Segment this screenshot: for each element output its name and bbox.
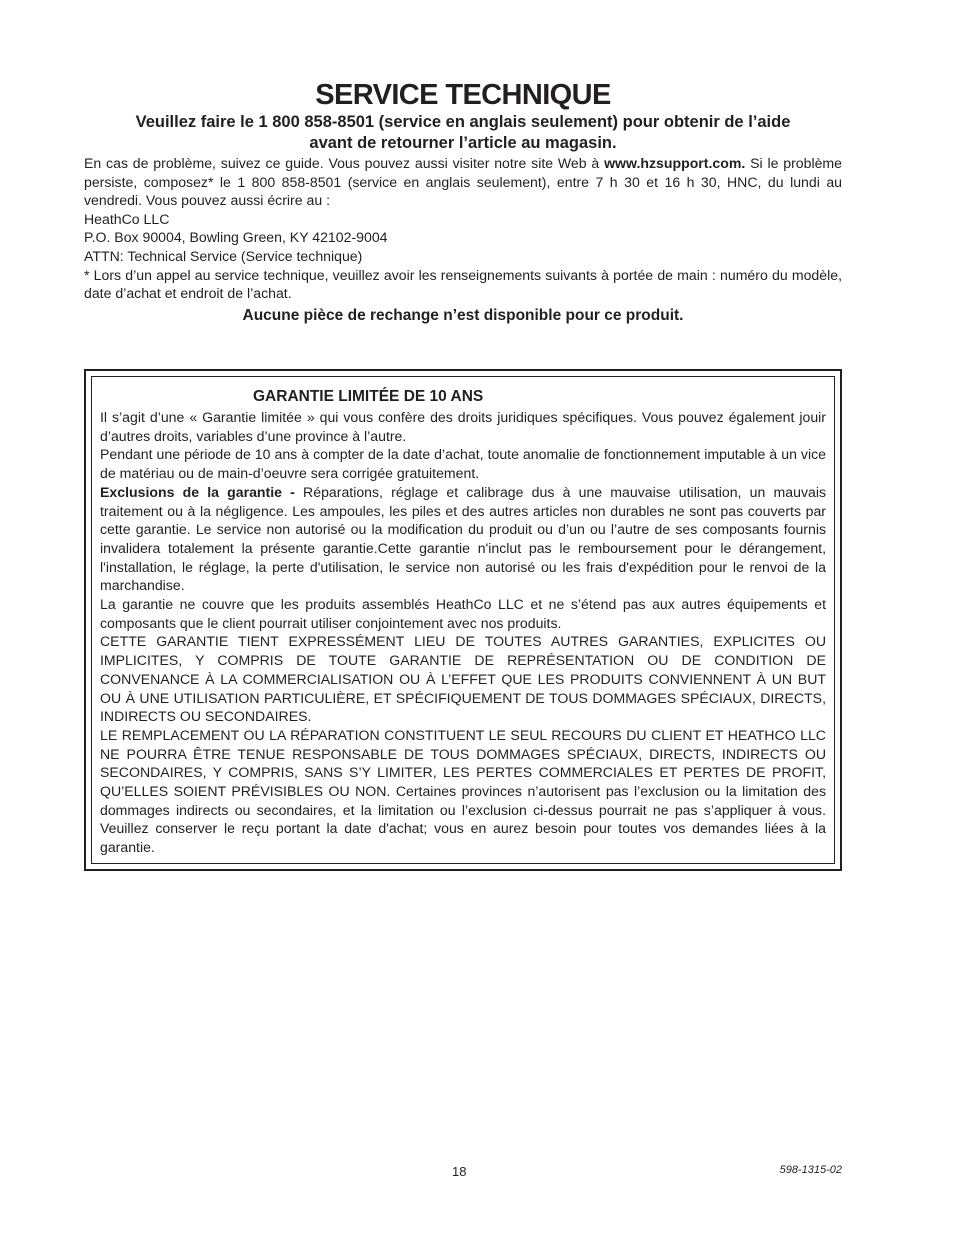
exclusions-text: Réparations, réglage et calibrage dus à une mauvaise utilisation, un mauvais traitement ou à la négligence. Les ampoules, les piles et des autres articles non durables ne sont pas couverts par cette garantie. Le service non autorisé ou la modification du produit ou d’un ou l’autre de ses composants fournis invalidera totalement la présente garantie.Cette garantie n'inclut pas le remboursement pour le dérangement, l'installation, le réglage, la perte d'utilisation, le service non autorisé ou les frais d'expédition pour le renvoi de la marchandise. bbox=[100, 483, 827, 594]
subtitle-line-1: Veuillez faire le 1 800 858-8501 (service en anglais seulement) pour obtenir de l’aide bbox=[135, 113, 791, 131]
address-name: HeathCo LLC bbox=[84, 210, 170, 227]
warranty-paragraph-4: La garantie ne couvre que les produits assemblés HeathCo LLC et ne s’étend pas aux autres équipements et composants que le client pourrait utiliser conjointement avec nos produits. bbox=[100, 596, 826, 631]
warranty-body bbox=[100, 408, 826, 857]
document-code: 598-1315-02 bbox=[779, 1164, 842, 1176]
address-po-box: P.O. Box 90004, Bowling Green, KY 42102-9004 bbox=[84, 229, 388, 246]
warranty-paragraph-1: Il s’agit d’une « Garantie limitée » qui vous confère des droits juridiques spécifiques. Vous pouvez également jouir d’autres droits, variables d’une province à l’autre. bbox=[100, 409, 826, 444]
service-phone-subtitle bbox=[84, 112, 842, 154]
no-parts-notice: Aucune pièce de rechange n’est disponible pour ce produit. bbox=[242, 307, 684, 324]
warranty-paragraph-5: CETTE GARANTIE TIENT EXPRESSÉMENT LIEU DE TOUTES AUTRES GARANTIES, EXPLICITES OU IMPLICITES, Y COMPRIS DE TOUTE GARANTIE DE REPRÉSENTATION OU DE CONDITION DE CONVENANCE À LA COMMERCIALISATION OU À L’EFFET QUE LES PRODUITS CONVIENNENT À UN BUT OU À UNE UTILISATION PARTICULIÈRE, ET SPÉCIFIQUEMENT DE TOUS DOMMAGES SPÉCIAUX, DIRECTS, INDIRECTS OU SECONDAIRES. bbox=[100, 633, 826, 725]
intro-section bbox=[84, 154, 842, 303]
intro-text-after-url: Si le problème persiste, composez* le 1 800 858-8501 (service en anglais seulement), entre 7 h 30 et 16 h 30, HNC, du lundi au vendredi. Vous pouvez aussi écrire au : bbox=[84, 155, 842, 209]
warranty-paragraph-6: LE REMPLACEMENT OU LA RÉPARATION CONSTITUENT LE SEUL RECOURS DU CLIENT ET HEATHCO LLC NE POURRA ÊTRE TENUE RESPONSABLE DE TOUS DOMMAGES SPÉCIAUX, DIRECTS, INDIRECTS OU SECONDAIRES, Y COMPRIS, SANS S’Y LIMITER, LES PERTES COMMERCIALES ET PERTES DE PROFIT, QU’ELLES SOIENT PRÉVISIBLES OU NON. Certaines provinces n’autorisent pas l’exclusion ou la limitation des dommages indirects ou secondaires, et la limitation ou l’exclusion ci-dessus pourrait ne pas s’appliquer à vous. Veuillez conserver le reçu portant la date d'achat; vous en aurez besoin pour toutes vos demandes liées à la garantie. bbox=[100, 726, 826, 856]
intro-footnote: * Lors d’un appel au service technique, veuillez avoir les renseignements suivants à portée de main : numéro du modèle, date d’achat et endroit de l’achat. bbox=[84, 266, 842, 302]
subtitle-line-2: avant de retourner l’article au magasin. bbox=[309, 134, 617, 152]
warranty-title: GARANTIE LIMITÉE DE 10 ANS bbox=[253, 388, 484, 405]
intro-paragraph bbox=[84, 154, 842, 210]
page-title: SERVICE TECHNIQUE bbox=[315, 79, 611, 111]
support-url: www.hzsupport.com. bbox=[604, 155, 746, 171]
warranty-inner-frame bbox=[91, 376, 835, 864]
intro-text-before-url: En cas de problème, suivez ce guide. Vous pouvez aussi visiter notre site Web à bbox=[84, 155, 605, 171]
warranty-box bbox=[84, 369, 842, 871]
address-attn: ATTN: Technical Service (Service technique) bbox=[84, 247, 363, 264]
exclusions-label: Exclusions de la garantie - bbox=[100, 483, 295, 500]
warranty-paragraph-2: Pendant une période de 10 ans à compter de la date d’achat, toute anomalie de fonctionnement imputable à un vice de matériau ou de main-d’oeuvre sera corrigée gratuitement. bbox=[100, 446, 826, 482]
warranty-paragraph-3 bbox=[100, 483, 826, 595]
page-number: 18 bbox=[452, 1164, 467, 1179]
